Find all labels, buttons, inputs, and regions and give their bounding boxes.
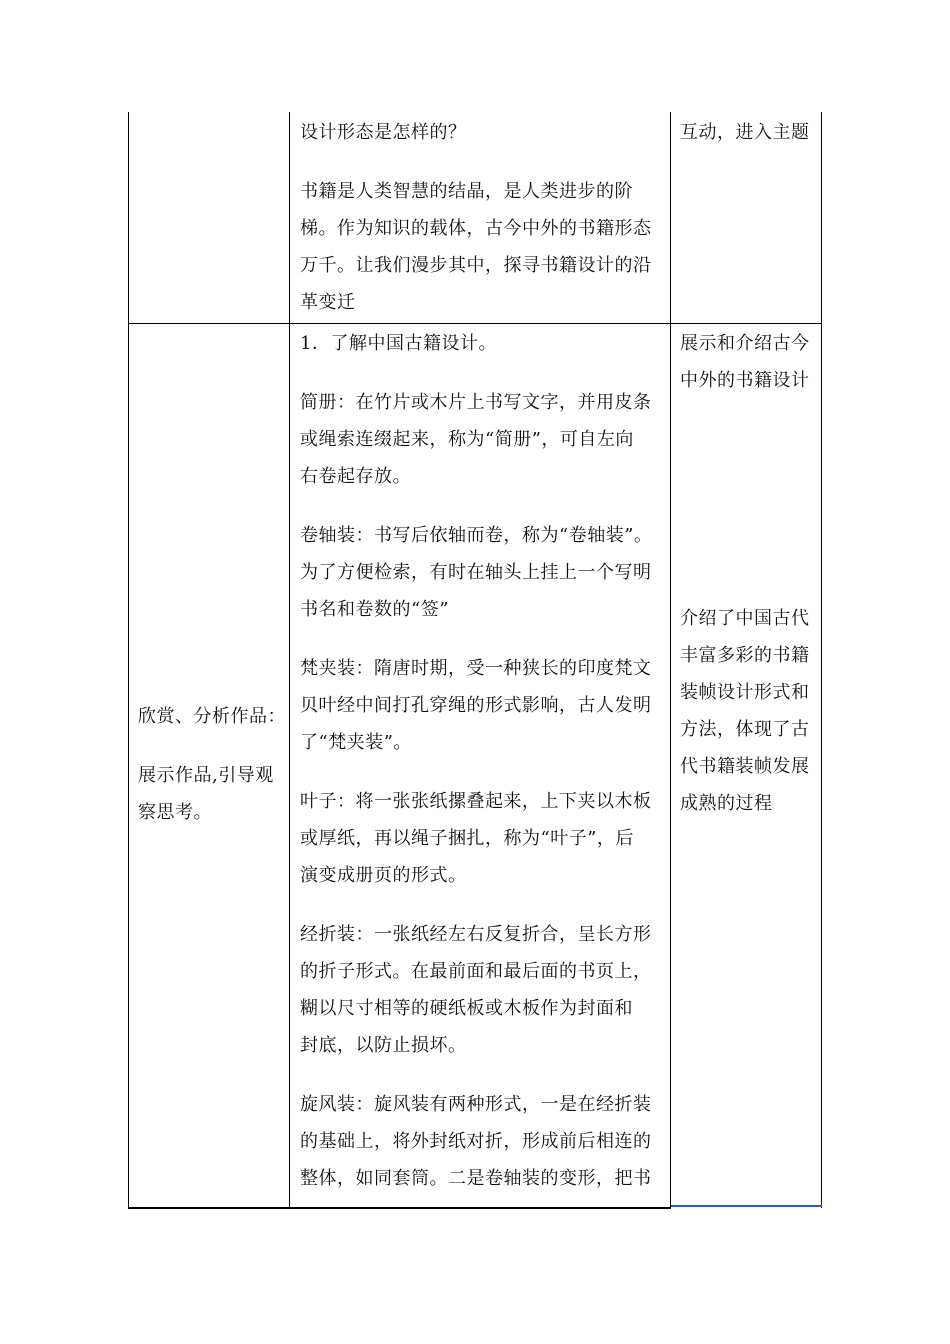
activity-description-line: 察思考。 (138, 802, 212, 823)
row1-intro-line: 书籍是人类智慧的结晶，是人类进步的阶 (300, 181, 633, 202)
row1-note-line: 互动，进入主题 (680, 122, 810, 143)
activity-description-line: 展示作品,引导观 (138, 765, 274, 786)
yezi-paragraph-line: 演变成册页的形式。 (300, 865, 467, 886)
table-border-left (128, 112, 129, 1208)
table-border-bottom (128, 1207, 671, 1209)
row2-note2-line: 成熟的过程 (680, 793, 773, 814)
row1-intro-line: 革变迁 (300, 292, 356, 313)
fanjia-paragraph-line: 了“梵夹装”。 (300, 732, 412, 753)
row2-activity-cell (138, 698, 288, 831)
jiance-paragraph-line: 右卷起存放。 (300, 466, 411, 487)
jingzhe-paragraph-line: 封底，以防止损坏。 (300, 1035, 467, 1056)
juanzhou-paragraph-line: 为了方便检索，有时在轴头上挂上一个写明 (300, 562, 652, 583)
jingzhe-paragraph-line: 的折子形式。在最前面和最后面的书页上， (300, 961, 652, 982)
activity-title: 欣赏、分析作品： (138, 706, 286, 727)
row1-content-cell (300, 114, 670, 321)
table-divider-col2 (670, 112, 671, 1208)
yezi-paragraph-line: 或厚纸，再以绳子捆扎，称为“叶子”，后 (300, 828, 634, 849)
table-divider-col1 (289, 112, 290, 1208)
table-bottom-edge-highlight (671, 1205, 822, 1207)
row1-note-cell (680, 114, 820, 151)
jiance-paragraph-line: 简册：在竹片或木片上书写文字，并用皮条 (300, 392, 652, 413)
table-row-divider (128, 323, 822, 324)
row2-note1-line: 中外的书籍设计 (680, 370, 810, 391)
jingzhe-paragraph-line: 经折装：一张纸经左右反复折合，呈长方形 (300, 924, 652, 945)
jiance-paragraph-line: 或绳索连缀起来，称为“简册”，可自左向 (300, 429, 634, 450)
table-border-right (821, 112, 822, 1208)
row2-content-cell (300, 325, 670, 1197)
xuanfeng-paragraph-line: 的基础上，将外封纸对折，形成前后相连的 (300, 1131, 652, 1152)
juanzhou-paragraph-line: 卷轴装：书写后依轴而卷，称为“卷轴装”。 (300, 525, 653, 546)
xuanfeng-paragraph-line: 旋风装：旋风装有两种形式，一是在经折装 (300, 1094, 652, 1115)
row2-note2-line: 丰富多彩的书籍 (680, 645, 810, 666)
row2-note2-line: 代书籍装帧发展 (680, 756, 810, 777)
juanzhou-paragraph-line: 书名和卷数的“签” (300, 599, 449, 620)
jingzhe-paragraph-line: 糊以尺寸相等的硬纸板或木板作为封面和 (300, 998, 633, 1019)
xuanfeng-paragraph-line: 整体，如同套筒。二是卷轴装的变形，把书 (300, 1168, 652, 1189)
row1-intro-line: 梯。作为知识的载体，古今中外的书籍形态 (300, 218, 652, 239)
fanjia-paragraph-line: 梵夹装：隋唐时期，受一种狭长的印度梵文 (300, 658, 652, 679)
row2-note-cell-bottom (680, 600, 820, 822)
yezi-paragraph-line: 叶子：将一张张纸摞叠起来，上下夹以木板 (300, 791, 652, 812)
row1-question-line: 设计形态是怎样的？ (300, 122, 467, 143)
row2-note2-line: 装帧设计形式和 (680, 682, 810, 703)
row2-note1-line: 展示和介绍古今 (680, 333, 810, 354)
row2-note2-line: 介绍了中国古代 (680, 608, 810, 629)
section-heading: 1．了解中国古籍设计。 (300, 333, 497, 354)
row2-note2-line: 方法，体现了古 (680, 719, 810, 740)
row2-note-cell-top (680, 325, 820, 399)
row1-intro-line: 万千。让我们漫步其中，探寻书籍设计的沿 (300, 255, 652, 276)
fanjia-paragraph-line: 贝叶经中间打孔穿绳的形式影响，古人发明 (300, 695, 652, 716)
